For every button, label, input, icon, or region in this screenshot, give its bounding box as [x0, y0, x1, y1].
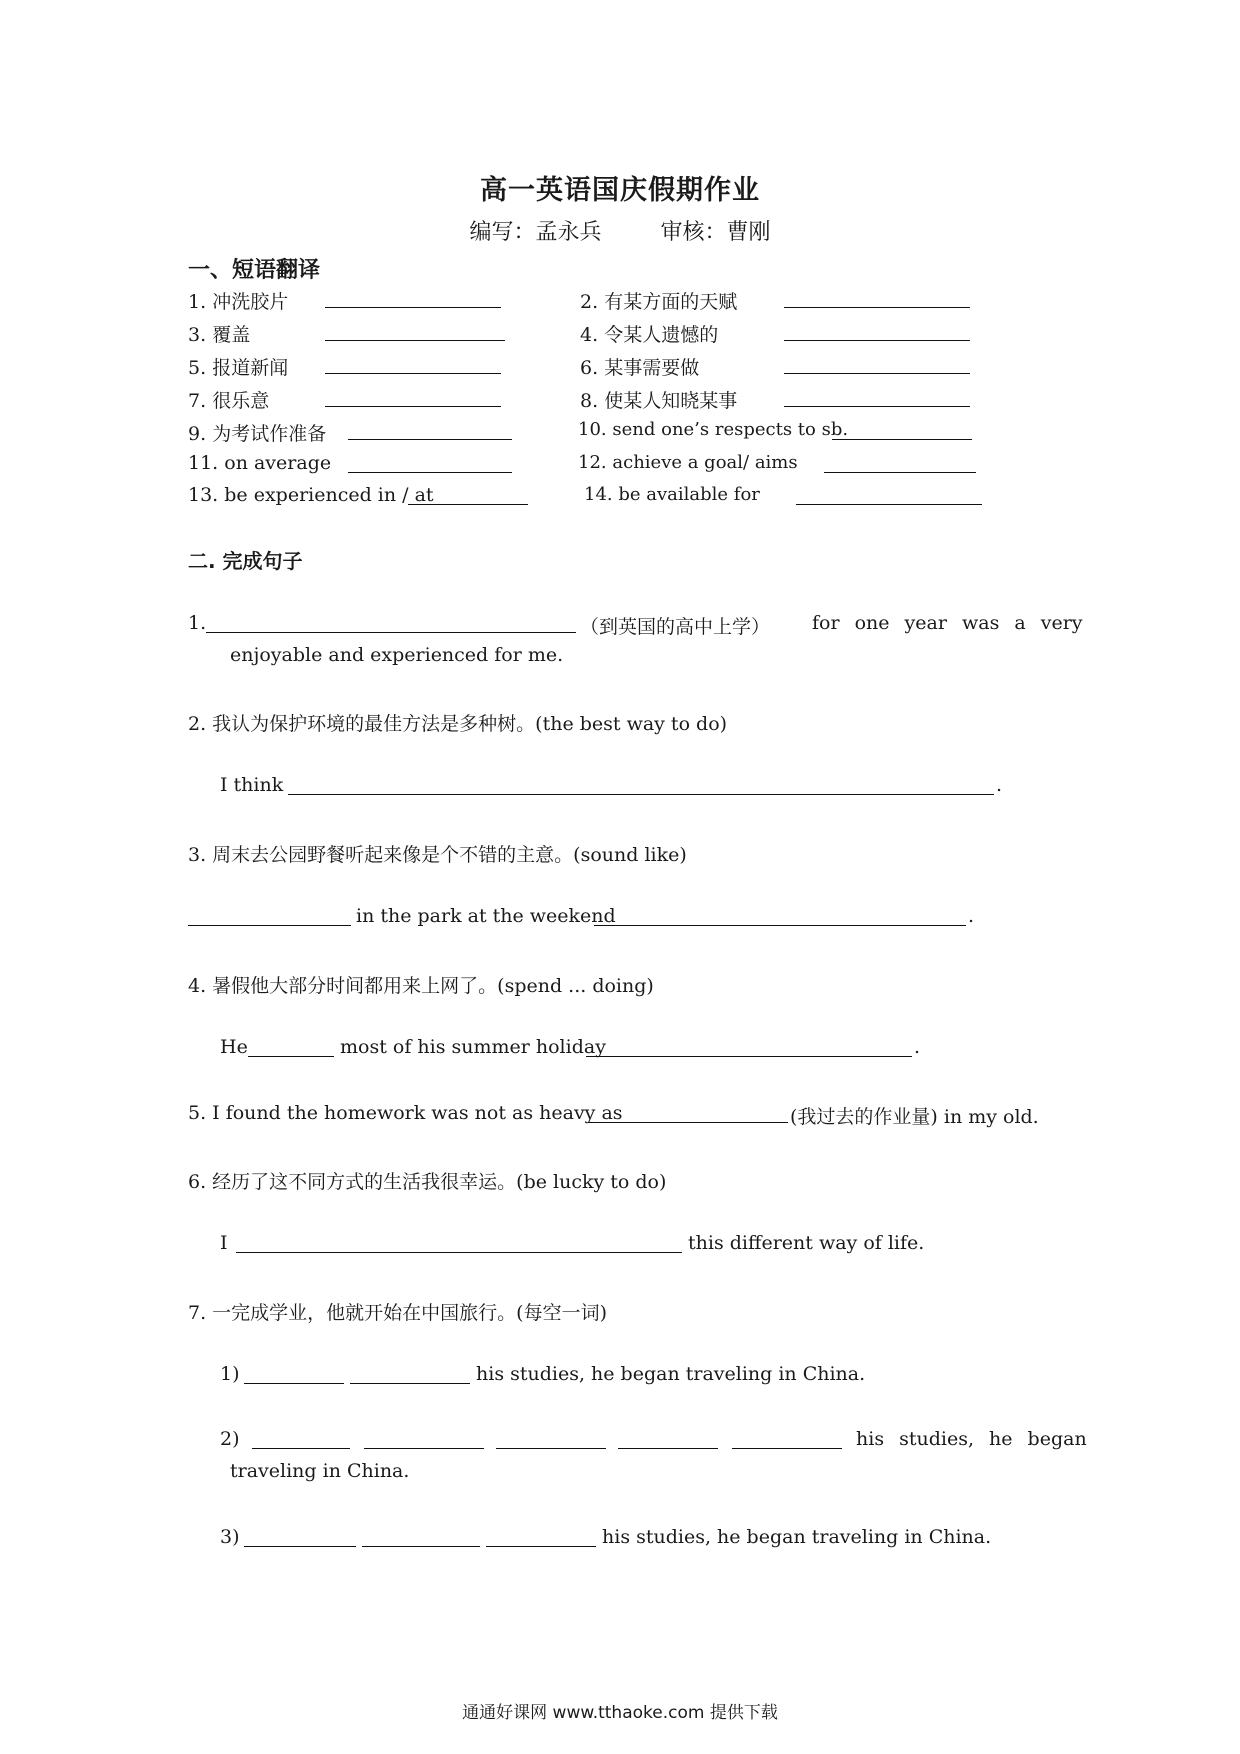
q4-blank-2[interactable] — [586, 1036, 912, 1057]
phrase-item-9: 9. 为考试作准备 — [188, 423, 327, 445]
q5-lead: 5. I found the homework was not as heavy as — [188, 1102, 623, 1124]
phrase-item-6: 6. 某事需要做 — [580, 357, 700, 379]
phrase-item-14: 14. be available for — [584, 484, 760, 505]
q7-s2-number: 2) — [220, 1428, 240, 1450]
q3-blank-2[interactable] — [594, 905, 966, 926]
q7-s2-tail: his studies, he began — [856, 1428, 1087, 1450]
answer-blank-1[interactable] — [325, 287, 501, 308]
phrase-item-7: 7. 很乐意 — [188, 390, 270, 412]
q2-lead: I think — [220, 774, 284, 796]
q7-s3-blank-3[interactable] — [486, 1526, 596, 1547]
phrase-item-11: 11. on average — [188, 452, 332, 474]
q7-s1-blank-1[interactable] — [244, 1363, 344, 1384]
q4-blank-1[interactable] — [248, 1036, 334, 1057]
q7-s2-blank-3[interactable] — [496, 1428, 606, 1449]
q7-s3-blank-1[interactable] — [244, 1526, 356, 1547]
author: 编写：孟永兵 — [469, 220, 602, 245]
answer-blank-6[interactable] — [784, 353, 970, 374]
footer-credit: 通通好课网 www.tthaoke.com 提供下载 — [462, 1703, 778, 1723]
answer-blank-14[interactable] — [796, 484, 982, 505]
q2-prompt: 2. 我认为保护环境的最佳方法是多种树。(the best way to do) — [188, 713, 728, 735]
q2-end: . — [996, 774, 1003, 796]
phrase-item-12: 12. achieve a goal/ aims — [578, 452, 798, 473]
author-line — [0, 215, 1240, 246]
answer-blank-2[interactable] — [784, 287, 970, 308]
q5-tail: (我过去的作业量) in my old. — [790, 1106, 1039, 1128]
phrase-item-2: 2. 有某方面的天赋 — [580, 291, 738, 313]
q3-end: . — [968, 905, 975, 927]
q1-hint: （到英国的高中上学） — [580, 616, 771, 638]
answer-blank-7[interactable] — [325, 386, 501, 407]
q1-blank[interactable] — [206, 612, 576, 633]
q3-mid: in the park at the weekend — [356, 905, 616, 927]
answer-blank-8[interactable] — [784, 386, 970, 407]
q3-blank-1[interactable] — [188, 905, 351, 926]
q7-s1-blank-2[interactable] — [350, 1363, 470, 1384]
q1-tail: for one year was a very — [812, 612, 1083, 634]
answer-blank-9[interactable] — [348, 419, 512, 440]
answer-blank-13[interactable] — [408, 484, 528, 505]
q7-s1-tail: his studies, he began traveling in China. — [476, 1363, 866, 1385]
q6-prompt: 6. 经历了这不同方式的生活我很幸运。(be lucky to do) — [188, 1171, 667, 1193]
q7-s2-blank-1[interactable] — [252, 1428, 350, 1449]
answer-blank-4[interactable] — [784, 320, 970, 341]
answer-blank-12[interactable] — [824, 452, 976, 473]
phrase-item-4: 4. 令某人遗憾的 — [580, 324, 719, 346]
phrase-item-8: 8. 使某人知晓某事 — [580, 390, 738, 412]
q1-tail2: enjoyable and experienced for me. — [230, 644, 564, 666]
answer-blank-11[interactable] — [348, 452, 512, 473]
q4-end: . — [914, 1036, 921, 1058]
q3-prompt: 3. 周末去公园野餐听起来像是个不错的主意。(sound like) — [188, 844, 687, 866]
page-title: 高一英语国庆假期作业 — [480, 175, 760, 206]
phrase-item-1: 1. 冲洗胶片 — [188, 291, 289, 313]
phrase-item-10: 10. send one’s respects to sb. — [578, 419, 849, 440]
reviewer: 审核：曹刚 — [660, 220, 771, 245]
q2-blank[interactable] — [288, 774, 994, 795]
answer-blank-3[interactable] — [325, 320, 505, 341]
answer-blank-5[interactable] — [325, 353, 501, 374]
q7-s2-blank-2[interactable] — [364, 1428, 484, 1449]
q7-s2-blank-5[interactable] — [732, 1428, 842, 1449]
q7-s3-tail: his studies, he began traveling in China. — [602, 1526, 992, 1548]
section2-heading: 二. 完成句子 — [188, 549, 303, 573]
phrase-item-3: 3. 覆盖 — [188, 324, 251, 346]
section1-heading: 一、短语翻译 — [188, 258, 321, 283]
q5-blank[interactable] — [588, 1102, 788, 1123]
q6-lead: I — [220, 1232, 228, 1254]
q1-number: 1. — [188, 612, 207, 634]
q4-lead: He — [220, 1036, 248, 1058]
q4-prompt: 4. 暑假他大部分时间都用来上网了。(spend ... doing) — [188, 975, 654, 997]
q7-s2-tail2: traveling in China. — [230, 1460, 410, 1482]
q4-mid: most of his summer holiday — [340, 1036, 606, 1058]
answer-blank-10[interactable] — [832, 419, 972, 440]
q7-prompt: 7. 一完成学业，他就开始在中国旅行。(每空一词) — [188, 1302, 607, 1324]
q7-s1-number: 1) — [220, 1363, 240, 1385]
phrase-item-5: 5. 报道新闻 — [188, 357, 289, 379]
q7-s3-number: 3) — [220, 1526, 240, 1548]
q6-tail: this different way of life. — [688, 1232, 925, 1254]
q6-blank[interactable] — [236, 1232, 682, 1253]
q7-s3-blank-2[interactable] — [362, 1526, 480, 1547]
q7-s2-blank-4[interactable] — [618, 1428, 718, 1449]
phrase-item-13: 13. be experienced in / at — [188, 484, 434, 506]
